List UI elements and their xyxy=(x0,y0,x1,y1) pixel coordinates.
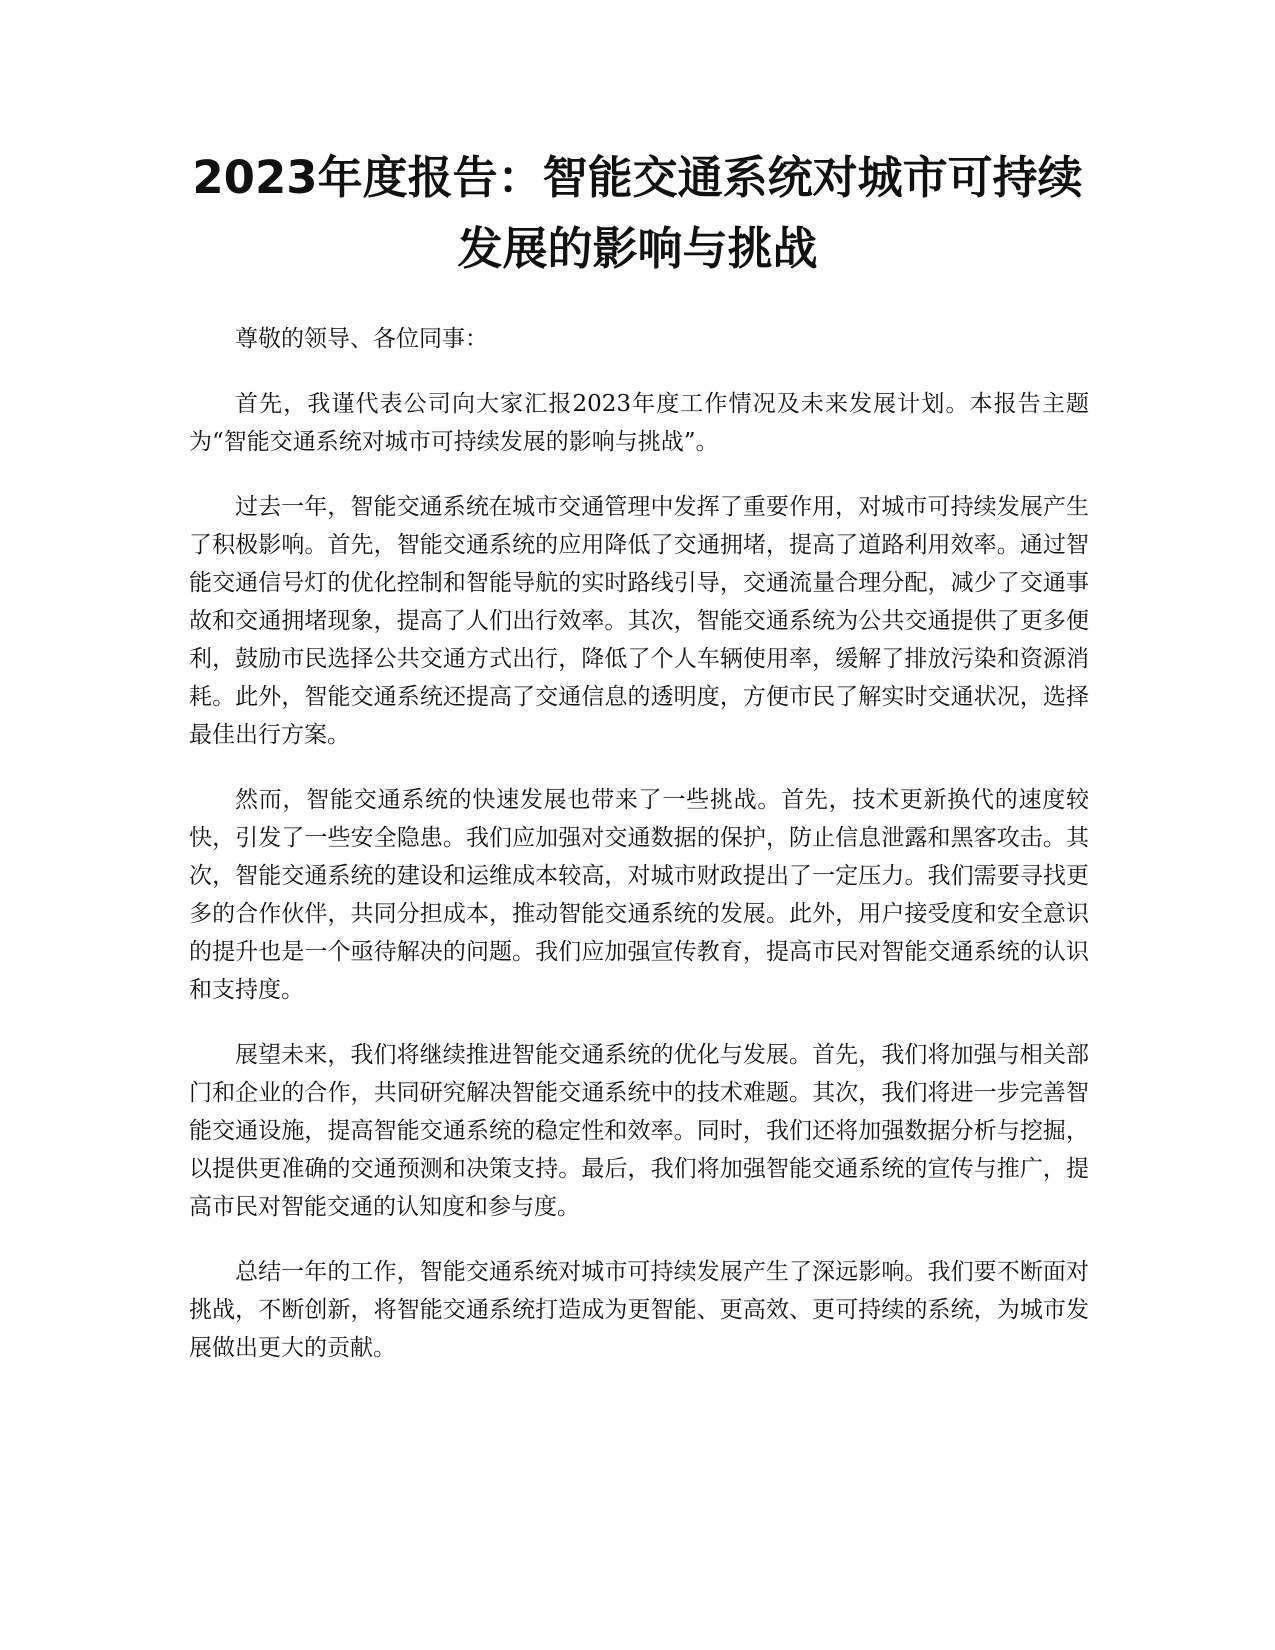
paragraph-outlook: 展望未来，我们将继续推进智能交通系统的优化与发展。首先，我们将加强与相关部门和企业的合作，共同研究解决智能交通系统中的技术难题。其次，我们将进一步完善智能交通设施，提高智能交通系统的稳定性和效率。同时，我们还将加强数据分析与挖掘，以提供更准确的交通预测和决策支持。最后，我们将加强智能交通系统的宣传与推广，提高市民对智能交通的认知度和参与度。 xyxy=(189,1042,1089,1220)
paragraph-impact: 过去一年，智能交通系统在城市交通管理中发挥了重要作用，对城市可持续发展产生了积极影响。首先，智能交通系统的应用降低了交通拥堵，提高了道路利用效率。通过智能交通信号灯的优化控制和智能导航的实时路线引导，交通流量合理分配，减少了交通事故和交通拥堵现象，提高了人们出行效率。其次，智能交通系统为公共交通提供了更多便利，鼓励市民选择公共交通方式出行，降低了个人车辆使用率，缓解了排放污染和资源消耗。此外，智能交通系统还提高了交通信息的透明度，方便市民了解实时交通状况，选择最佳出行方案。 xyxy=(189,494,1089,748)
paragraph-summary: 总结一年的工作，智能交通系统对城市可持续发展产生了深远影响。我们要不断面对挑战，不断创新，将智能交通系统打造成为更智能、更高效、更可持续的系统，为城市发展做出更大的贡献。 xyxy=(189,1259,1089,1361)
salutation: 尊敬的领导、各位同事： xyxy=(235,326,488,352)
paragraph-challenges: 然而，智能交通系统的快速发展也带来了一些挑战。首先，技术更新换代的速度较快，引发了一些安全隐患。我们应加强对交通数据的保护，防止信息泄露和黑客攻击。其次，智能交通系统的建设和运维成本较高，对城市财政提出了一定压力。我们需要寻找更多的合作伙伴，共同分担成本，推动智能交通系统的发展。此外，用户接受度和安全意识的提升也是一个亟待解决的问题。我们应加强宣传教育，提高市民对智能交通系统的认识和支持度。 xyxy=(189,787,1089,1003)
document-body xyxy=(189,320,1089,1394)
paragraph-intro: 首先，我谨代表公司向大家汇报2023年度工作情况及未来发展计划。本报告主题为“智能交通系统对城市可持续发展的影响与挑战”。 xyxy=(189,391,1089,455)
document-title: 2023年度报告：智能交通系统对城市可持续发展的影响与挑战 xyxy=(192,151,1083,275)
